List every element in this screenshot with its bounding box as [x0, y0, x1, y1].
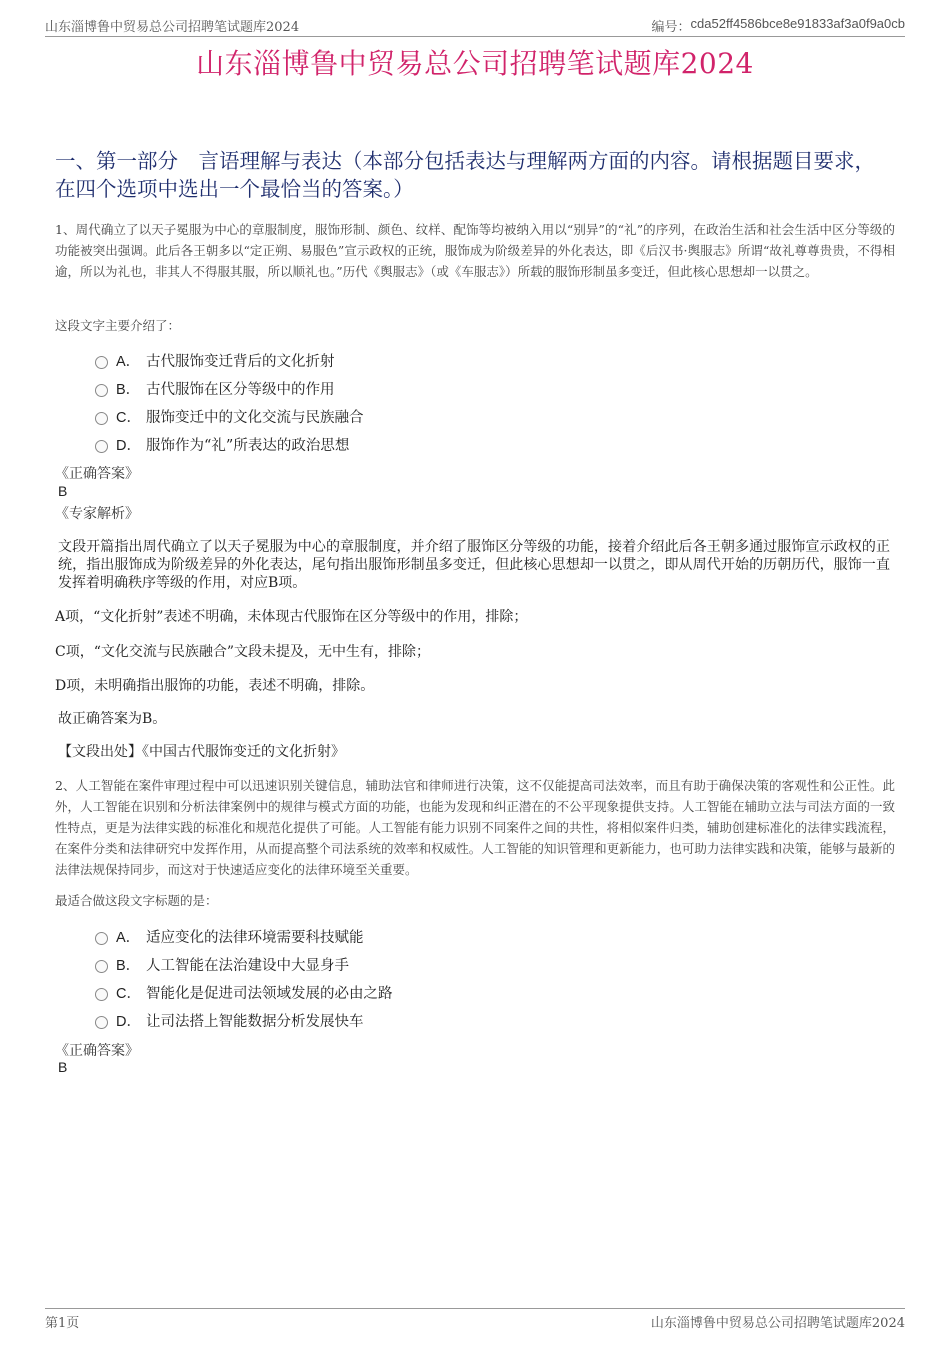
analysis-note-a: A项，“文化折射”表述不明确，未体现古代服饰在区分等级中的作用，排除； — [55, 609, 528, 625]
option-text: 让司法搭上智能数据分析发展快车 — [146, 1013, 364, 1030]
section-heading: 一、第一部分 言语理解与表达（本部分包括表达与理解两方面的内容。请根据题目要求，在四个选项中选出一个最恰当的答案。） — [55, 149, 875, 201]
question-2-answer: B — [58, 1059, 68, 1075]
header-serial — [652, 16, 905, 35]
question-2-options — [95, 922, 393, 1034]
page-header — [45, 14, 905, 37]
radio-icon[interactable] — [95, 1016, 108, 1029]
question-2-option-d[interactable] — [95, 1006, 393, 1034]
option-letter: B． — [116, 957, 141, 974]
radio-icon[interactable] — [95, 440, 108, 453]
question-1-option-b[interactable] — [95, 374, 364, 402]
question-2-answer-label: 《正确答案》 — [55, 1043, 139, 1059]
option-text: 人工智能在法治建设中大显身手 — [146, 957, 349, 974]
question-1-option-d[interactable] — [95, 430, 364, 458]
header-serial-value: cda52ff4586bce8e91833af3a0f9a0cb — [690, 15, 905, 31]
radio-icon[interactable] — [95, 960, 108, 973]
footer-doc-title: 山东淄博鲁中贸易总公司招聘笔试题库2024 — [650, 1316, 905, 1331]
analysis-source: 【文段出处】《中国古代服饰变迁的文化折射》 — [58, 744, 345, 760]
option-text: 古代服饰变迁背后的文化折射 — [146, 353, 335, 370]
page-footer — [45, 1308, 905, 1331]
option-letter: A． — [116, 929, 141, 946]
option-letter: D． — [116, 437, 141, 454]
option-text: 服饰变迁中的文化交流与民族融合 — [146, 409, 364, 426]
question-1-analysis-label: 《专家解析》 — [55, 506, 139, 522]
page-title: 山东淄博鲁中贸易总公司招聘笔试题库2024 — [196, 47, 754, 80]
option-text: 服饰作为“礼”所表达的政治思想 — [146, 437, 350, 454]
option-letter: D． — [116, 1013, 141, 1030]
question-2-text: 2、人工智能在案件审理过程中可以迅速识别关键信息，辅助法官和律师进行决策，这不仅能提高司法效率，而且有助于确保决策的客观性和公正性。此外，人工智能在识别和分析法律案例中的规律与模式方面的功能，也能为发现和纠正潜在的不公平现象提供支持。人工智能在辅助立法与司法方面的一致性特点，更是为法律实践的标准化和规范化提供了可能。人工智能有能力识别不同案件之间的共性，将相似案件归类，辅助创建标准化的法律实践流程，在案件分类和法律研究中发挥作用，从而提高整个司法系统的效率和权威性。人工智能的知识管理和更新能力，也可助力法律实践和决策，能够与最新的法律法规保持同步，而这对于快速适应变化的法律环境至关重要。 — [55, 778, 895, 877]
question-1-options — [95, 346, 364, 458]
analysis-note-c: C项，“文化交流与民族融合”文段未提及，无中生有，排除； — [55, 644, 431, 660]
question-2-option-b[interactable] — [95, 950, 393, 978]
option-letter: A． — [116, 353, 141, 370]
question-2-option-a[interactable] — [95, 922, 393, 950]
option-letter: B． — [116, 381, 141, 398]
option-text: 古代服饰在区分等级中的作用 — [146, 381, 335, 398]
option-letter: C． — [116, 409, 141, 426]
question-2-option-c[interactable] — [95, 978, 393, 1006]
option-text: 智能化是促进司法领域发展的必由之路 — [146, 985, 393, 1002]
header-serial-label: 编号： — [651, 19, 691, 35]
question-1-answer: B — [58, 483, 68, 499]
question-1-prompt: 这段文字主要介绍了： — [55, 318, 181, 333]
option-letter: C． — [116, 985, 141, 1002]
question-1-text: 1、周代确立了以天子冕服为中心的章服制度，服饰形制、颜色、纹样、配饰等均被纳入用以“别异”的“礼”的序列，在政治生活和社会生活中区分等级的功能被突出强调。此后各王朝多以“定正朔、易服色”宣示政权的正统，服饰成为阶级差异的外化表达，即《后汉书·舆服志》所谓“故礼尊尊贵贵，不得相逾，所以为礼也，非其人不得服其服，所以顺礼也。”历代《舆服志》（或《车服志》）所载的服饰形制虽多变迁，但此核心思想却一以贯之。 — [55, 222, 895, 279]
radio-icon[interactable] — [95, 988, 108, 1001]
analysis-conclusion: 故正确答案为B。 — [58, 711, 167, 727]
radio-icon[interactable] — [95, 384, 108, 397]
question-1-analysis: 文段开篇指出周代确立了以天子冕服为中心的章服制度，并介绍了服饰区分等级的功能，接着介绍此后各王朝多通过服饰宣示政权的正统，指出服饰成为阶级差异的外化表达，尾句指出服饰形制虽多变迁，但此核心思想却一以贯之，即从周代开始的历朝历代，服饰一直发挥着明确秩序等级的作用，对应B项。 — [58, 539, 890, 591]
radio-icon[interactable] — [95, 932, 108, 945]
footer-page-number: 第1页 — [45, 1316, 80, 1331]
analysis-note-d: D项，未明确指出服饰的功能，表述不明确，排除。 — [55, 678, 375, 694]
question-1-option-a[interactable] — [95, 346, 364, 374]
option-text: 适应变化的法律环境需要科技赋能 — [146, 929, 364, 946]
header-doc-title: 山东淄博鲁中贸易总公司招聘笔试题库2024 — [45, 19, 300, 35]
radio-icon[interactable] — [95, 356, 108, 369]
question-1-answer-label: 《正确答案》 — [55, 466, 139, 482]
radio-icon[interactable] — [95, 412, 108, 425]
question-2-prompt: 最适合做这段文字标题的是： — [55, 893, 218, 908]
question-1-option-c[interactable] — [95, 402, 364, 430]
